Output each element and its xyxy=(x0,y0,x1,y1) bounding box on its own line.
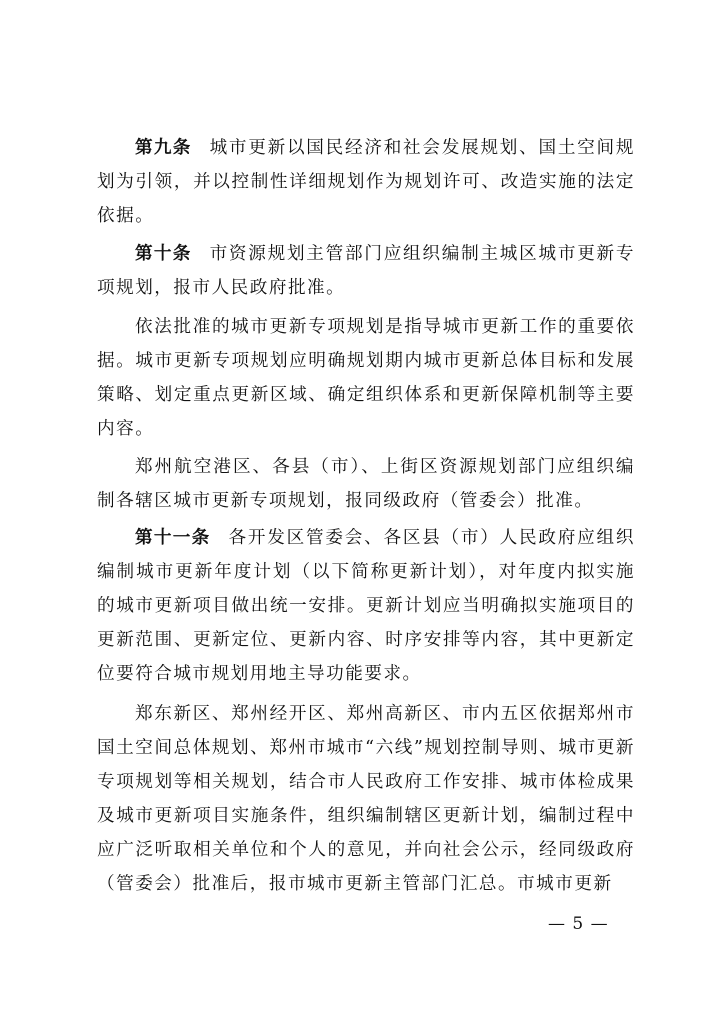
page-number: — 5 — xyxy=(548,914,609,934)
article-11-text: 各开发区管委会、各区县（市）人民政府应组织编制城市更新年度计划（以下简称更新计划），对年度内拟实施的城市更新项目做出统一安排。更新计划应当明确拟实施项目的更新范围、更新定位、更新内容、时序安排等内容，其中更新定位要符合城市规划用地主导功能要求。 xyxy=(97,528,635,684)
article-9-text: 城市更新以国民经济和社会发展规划、国土空间规划为引领，并以控制性详细规划作为规划许可、改造实施的法定依据。 xyxy=(97,138,635,226)
article-10-text: 市资源规划主管部门应组织编制主城区城市更新专项规划，报市人民政府批准。 xyxy=(97,244,635,298)
article-9-paragraph xyxy=(97,131,635,233)
article-10-paragraph-3: 郑州航空港区、各县（市）、上街区资源规划部门应组织编制各辖区城市更新专项规划，报同级政府（管委会）批准。 xyxy=(97,457,635,511)
article-11-paragraph-2: 郑东新区、郑州经开区、郑州高新区、市内五区依据郑州市国土空间总体规划、郑州市城市“六线”规划控制导则、城市更新专项规划等相关规划，结合市人民政府工作安排、城市体检成果及城市更新项目实施条件，组织编制辖区更新计划，编制过程中应广泛听取相关单位和个人的意见，并向社会公示，经同级政府（管委会）批准后，报市城市更新主管部门汇总。市城市更新 xyxy=(97,704,635,894)
article-10-heading: 第十条 xyxy=(135,244,192,264)
article-9-heading: 第九条 xyxy=(135,138,192,158)
article-11-heading: 第十一条 xyxy=(135,528,211,548)
article-10-paragraph xyxy=(97,237,635,305)
article-11-paragraph xyxy=(97,521,635,691)
article-10-paragraph-2: 依法批准的城市更新专项规划是指导城市更新工作的重要依据。城市更新专项规划应明确规划期内城市更新总体目标和发展策略、划定重点更新区域、确定组织体系和更新保障机制等主要内容。 xyxy=(97,317,635,439)
